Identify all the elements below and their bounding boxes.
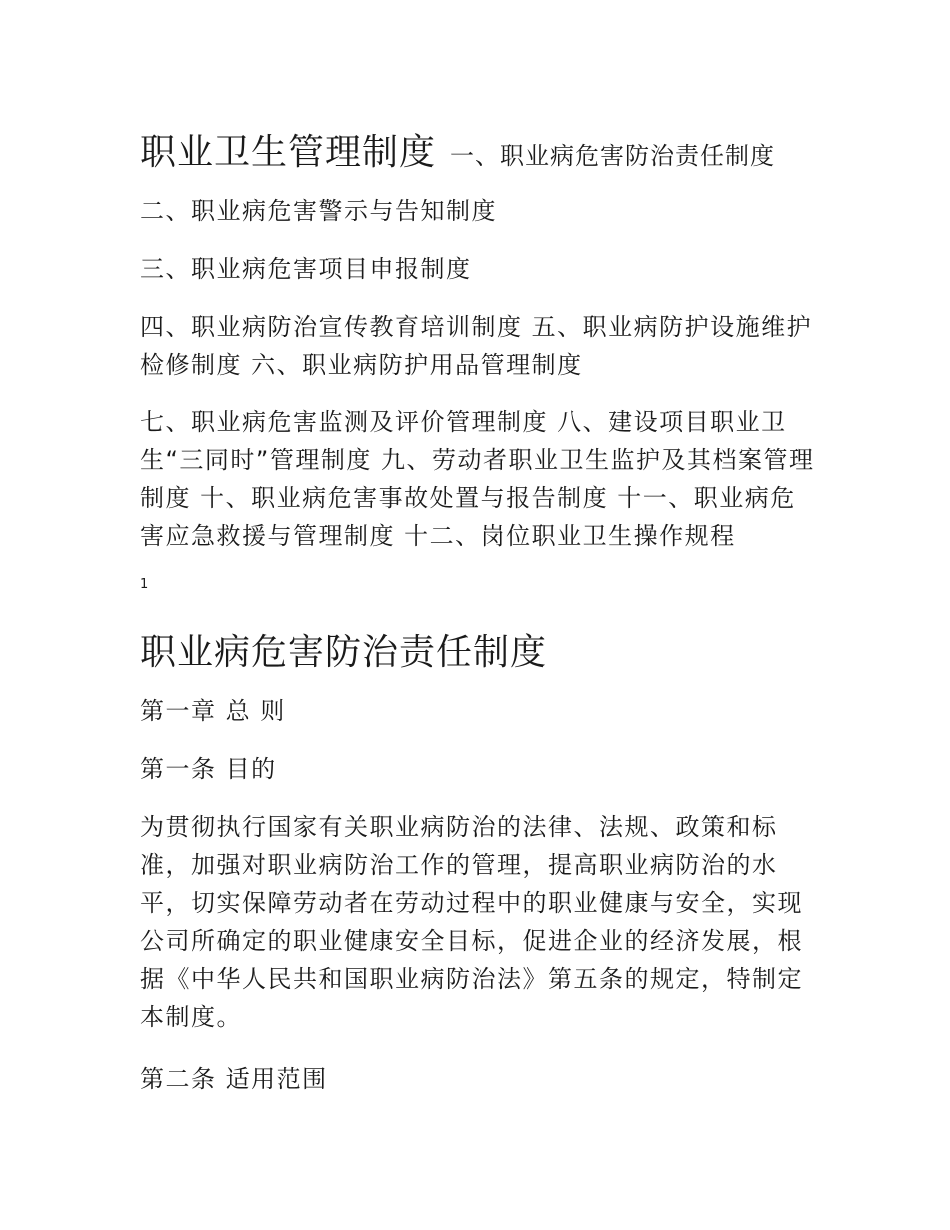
toc-items-7-12: 七、职业病危害监测及评价管理制度 八、建设项目职业卫生“三同时”管理制度 九、劳动者职业卫生监护及其档案管理制度 十、职业病危害事故处置与报告制度 十一、职业病危害应急救援与管理制度 十二、岗位职业卫生操作规程 [140,408,815,550]
article-2-heading: 第二条 适用范围 [140,1065,328,1093]
toc-items-4-6: 四、职业病防治宣传教育培训制度 五、职业病防护设施维护检修制度 六、职业病防护用品管理制度 [140,313,813,379]
toc-item-2: 二、职业病危害警示与告知制度 [140,197,497,225]
article-1-heading: 第一条 目的 [140,755,277,783]
page-number: 1 [140,577,149,592]
chapter-heading: 第一章 总 则 [140,697,286,725]
toc-item-3: 三、职业病危害项目申报制度 [140,255,472,283]
title-line [140,124,775,175]
document-title: 职业卫生管理制度 [140,132,437,173]
toc-item-1: 一、职业病危害防治责任制度 [450,142,776,170]
section-title: 职业病危害防治责任制度 [140,632,548,673]
article-1-body: 为贯彻执行国家有关职业病防治的法律、法规、政策和标准，加强对职业病防治工作的管理，提高职业病防治的水平，切实保障劳动者在劳动过程中的职业健康与安全，实现公司所确定的职业健康安全目标，促进企业的经济发展，根据《中华人民共和国职业病防治法》第五条的规定，特制定本制度。 [140,813,803,1031]
